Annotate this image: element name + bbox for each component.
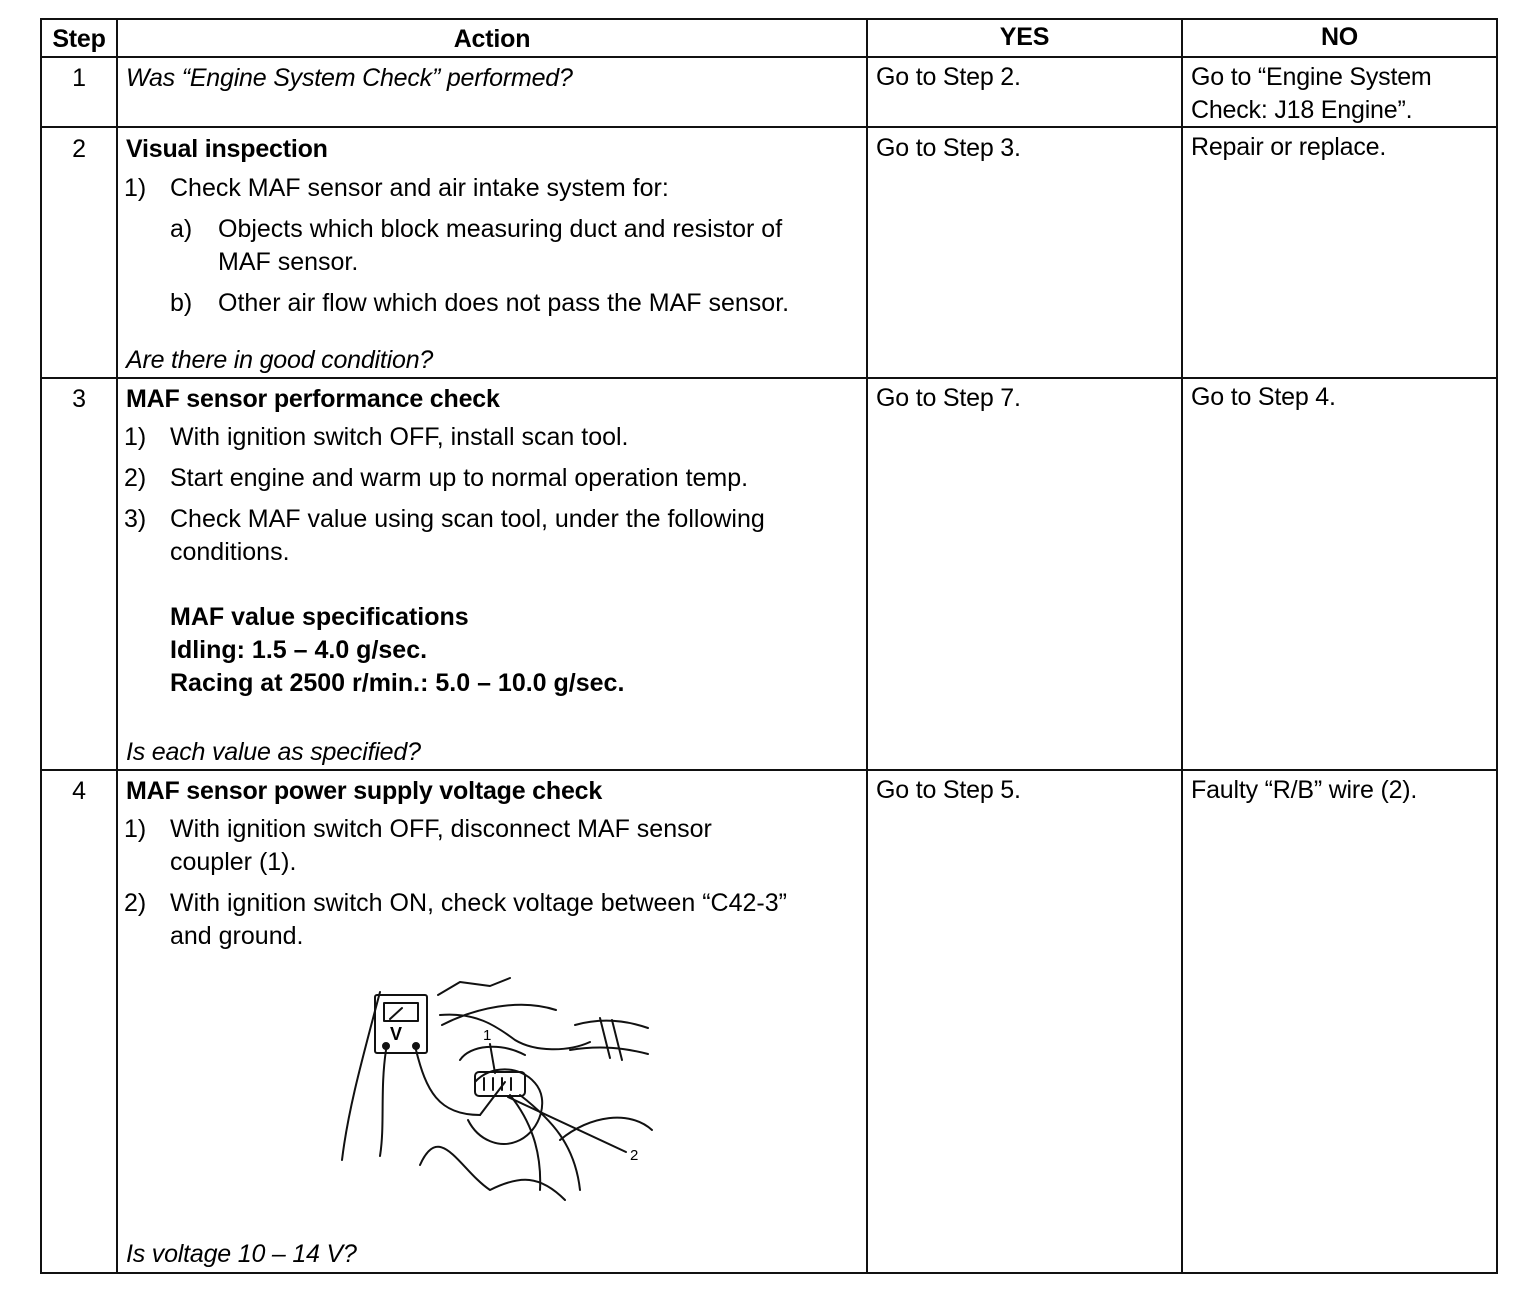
- row-3-item-3-num: 3): [124, 505, 147, 533]
- callout-2-label: 2: [630, 1147, 639, 1164]
- row-3-item-3-text-line-1: Check MAF value using scan tool, under the following: [170, 505, 765, 533]
- row-4-item-1-text-line-1: With ignition switch OFF, disconnect MAF sensor: [170, 815, 712, 843]
- row-1-no-line-1: Go to “Engine System: [1191, 63, 1432, 91]
- step-column-divider: [116, 18, 118, 1274]
- row-3-item-1: [124, 421, 862, 454]
- spec-title: MAF value specifications: [170, 603, 469, 631]
- row-2-item-a: [124, 213, 862, 246]
- maf-voltage-check-illustration: [330, 970, 660, 1210]
- row-3-specifications: [124, 601, 862, 700]
- row-3-title: MAF sensor performance check: [126, 385, 500, 413]
- row-1-yes: Go to Step 2.: [876, 63, 1021, 91]
- table-left-border: [40, 18, 42, 1274]
- row-4-yes: Go to Step 5.: [876, 776, 1021, 804]
- row-1-no-line-2: Check: J18 Engine”.: [1191, 96, 1413, 124]
- row-2-item-1-text: Check MAF sensor and air intake system for:: [170, 174, 669, 202]
- coupler-pins: [484, 1078, 511, 1090]
- row-3-item-1-text: With ignition switch OFF, install scan tool.: [170, 423, 629, 451]
- row-4-title: MAF sensor power supply voltage check: [126, 777, 603, 805]
- pipe-right: [570, 1021, 648, 1054]
- callout-line-1: [490, 1044, 495, 1073]
- row-3-question: Is each value as specified?: [126, 738, 421, 766]
- row-3-item-3-line-2: conditions.: [170, 538, 290, 566]
- callout-line-2: [508, 1097, 626, 1152]
- row-2-item-a-num: a): [170, 215, 193, 243]
- voltmeter-label: V: [389, 1024, 403, 1044]
- row-3-step: 3: [72, 385, 86, 413]
- row-2-item-b-text: Other air flow which does not pass the MAF sensor.: [218, 289, 790, 317]
- row-3-no: Go to Step 4.: [1191, 383, 1336, 411]
- voltmeter-needle: [390, 1008, 402, 1019]
- row-2-item-1: [124, 172, 862, 205]
- voltmeter-probe-left: [383, 1043, 389, 1049]
- row-3-item-2: [124, 462, 862, 495]
- row-2-no: Repair or replace.: [1191, 133, 1387, 161]
- row-2-item-1-num: 1): [124, 174, 147, 202]
- row-2-item-a-line-2: MAF sensor.: [218, 248, 359, 276]
- table-bottom-border: [40, 1272, 1498, 1274]
- row-4-step: 4: [72, 777, 86, 805]
- row-2-steps: [124, 172, 862, 320]
- header-no: NO: [1320, 23, 1359, 51]
- callout-1-label: 1: [483, 1027, 492, 1044]
- row-3-item-3: [124, 503, 862, 536]
- voltmeter-lead-right: [416, 1050, 480, 1115]
- row-3-item-2-text: Start engine and warm up to normal operation temp.: [170, 464, 749, 492]
- row-4-question: Is voltage 10 – 14 V?: [126, 1240, 357, 1268]
- spec-idling: Idling: 1.5 – 4.0 g/sec.: [170, 636, 428, 664]
- lower-structure: [420, 1118, 652, 1200]
- row-2-yes: Go to Step 3.: [876, 134, 1021, 162]
- wire-harness: [510, 1095, 580, 1190]
- header-step: Step: [52, 25, 106, 53]
- clamp: [600, 1018, 622, 1060]
- row-3-yes: Go to Step 7.: [876, 384, 1021, 412]
- header-action: Action: [453, 25, 531, 53]
- header-yes: YES: [999, 23, 1050, 51]
- row-3-item-1-num: 1): [124, 423, 147, 451]
- voltmeter-display: [384, 1003, 418, 1021]
- row-2-step: 2: [72, 135, 86, 163]
- row-2-title: Visual inspection: [126, 135, 328, 163]
- row-4-item-1: [124, 813, 862, 846]
- row-4-item-1-num: 1): [124, 815, 147, 843]
- row-2-item-a-text-line-1: Objects which block measuring duct and resistor of: [218, 215, 783, 243]
- row-4-item-2-text-line-1: With ignition switch ON, check voltage between “C42-3”: [170, 889, 787, 917]
- row-3-item-2-num: 2): [124, 464, 147, 492]
- table-right-border: [1496, 18, 1498, 1274]
- row-4-item-2: [124, 887, 862, 920]
- action-column-divider: [866, 18, 868, 1274]
- voltmeter-probe-right: [413, 1043, 419, 1049]
- yes-column-divider: [1181, 18, 1183, 1274]
- voltmeter-lead-left: [380, 1050, 386, 1156]
- row-2-item-b-num: b): [170, 289, 193, 317]
- row-2-question: Are there in good condition?: [126, 346, 434, 374]
- row-4-no: Faulty “R/B” wire (2).: [1191, 776, 1418, 804]
- spec-racing: Racing at 2500 r/min.: 5.0 – 10.0 g/sec.: [170, 669, 625, 697]
- row-4-steps: [124, 813, 862, 953]
- row-4-item-1-line-2: coupler (1).: [170, 848, 297, 876]
- row-1-step: 1: [72, 64, 86, 92]
- row-3-steps: [124, 421, 862, 569]
- row-4-item-2-line-2: and ground.: [170, 922, 304, 950]
- row-4-item-2-num: 2): [124, 889, 147, 917]
- row-1-question: Was “Engine System Check” performed?: [126, 64, 573, 92]
- row-2-item-b: [124, 287, 862, 320]
- maf-sensor-diagram: [330, 970, 660, 1210]
